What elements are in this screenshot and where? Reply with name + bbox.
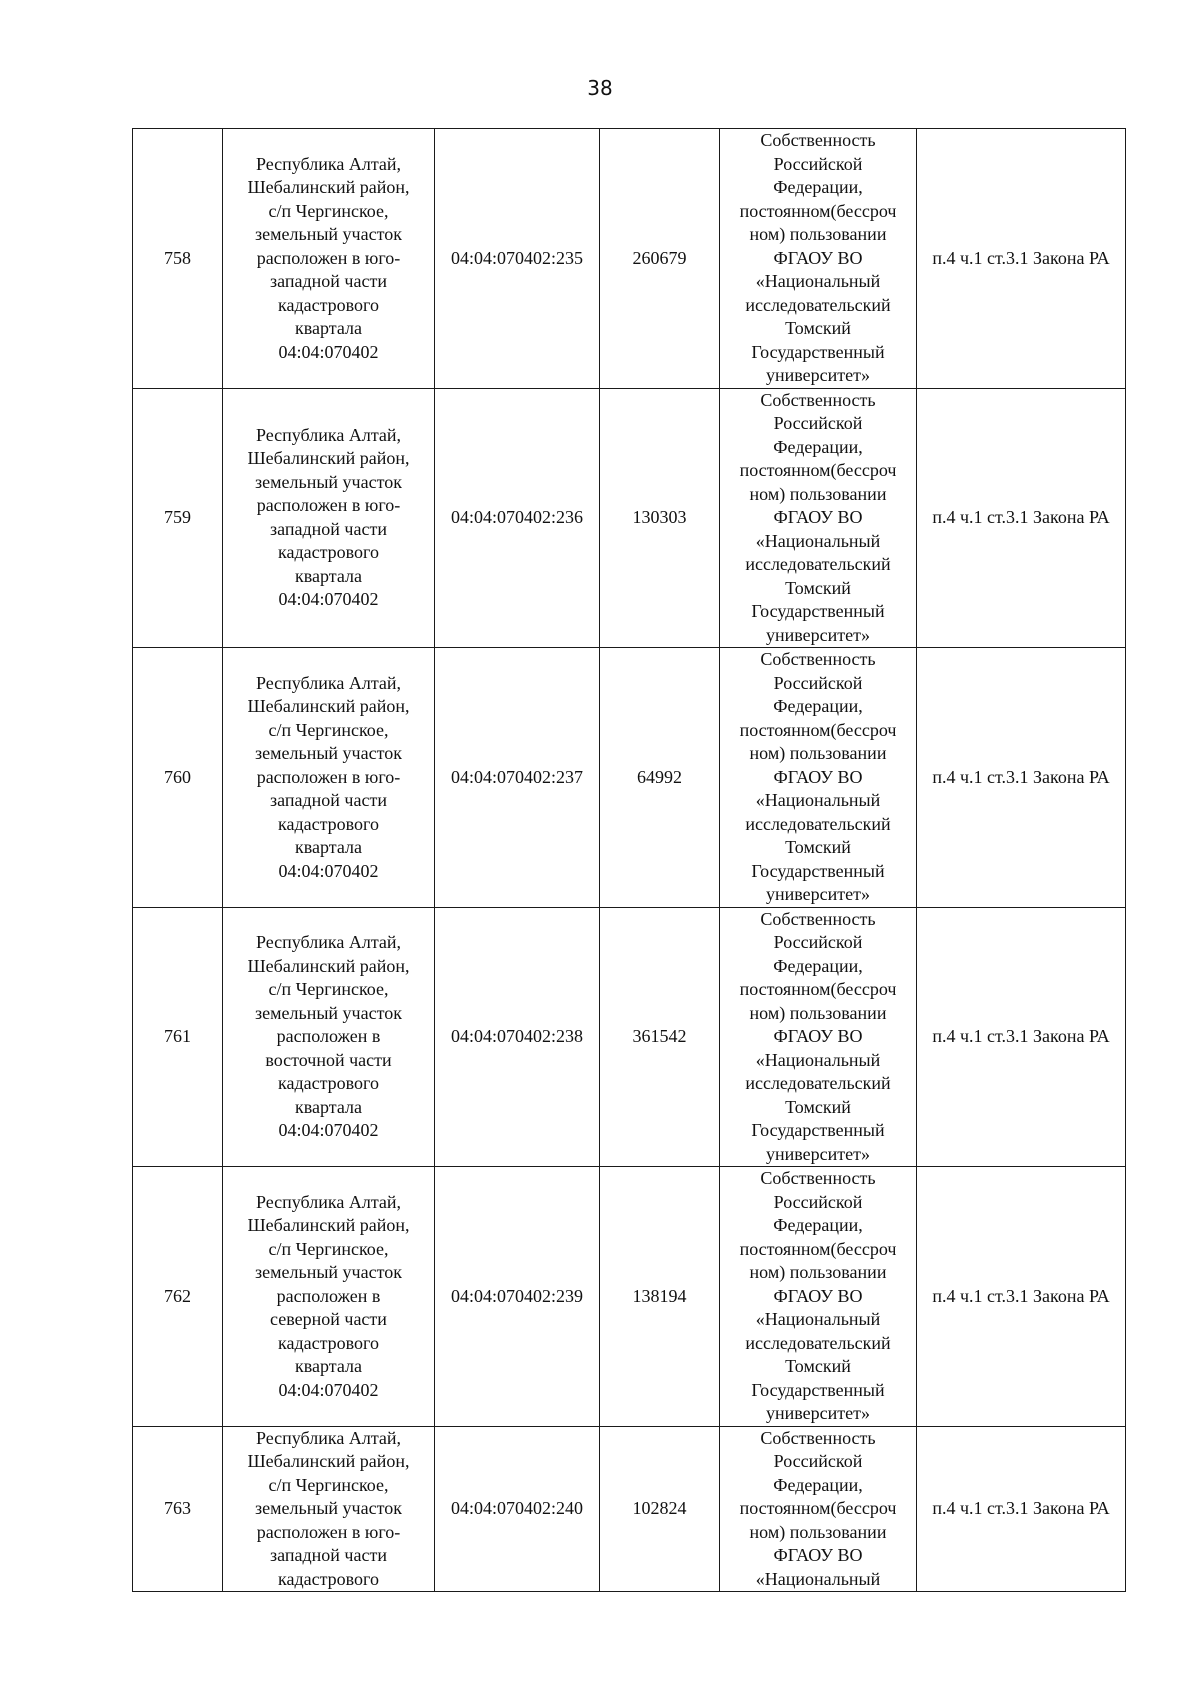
ownership-line: ФГАОУ ВО (773, 766, 863, 787)
address-line: Республика Алтай, (255, 932, 402, 952)
table-row (133, 1426, 1126, 1592)
address-line: Республика Алтай, (255, 424, 402, 445)
ownership-line: постоянном(бессроч (739, 200, 897, 221)
area-value: 361542 (632, 1026, 687, 1046)
ownership-line: Федерации, (773, 1474, 863, 1495)
ownership-cell (720, 907, 917, 1167)
address-cell (223, 1167, 435, 1427)
ownership-line: ФГАОУ ВО (773, 1285, 863, 1306)
area-value: 130303 (632, 507, 687, 527)
ownership-line: постоянном(бессроч (739, 719, 897, 740)
address-line: восточной части (265, 1049, 392, 1070)
address-line: Шебалинский район, (247, 955, 410, 976)
ownership-line: университет» (766, 884, 870, 904)
ownership-line: Российской (773, 672, 863, 693)
ownership-line: Федерации, (773, 955, 863, 976)
ownership-line: университет» (766, 624, 870, 645)
table-row (133, 129, 1126, 389)
address-line: западной части (270, 518, 387, 539)
address-line: Шебалинский район, (247, 177, 410, 197)
area-value: 102824 (632, 1498, 687, 1518)
address-line: Шебалинский район, (247, 1215, 410, 1235)
cadastral-number-cell (435, 1167, 600, 1427)
ownership-line: Федерации, (773, 177, 863, 197)
table-body (133, 129, 1126, 1592)
row-number: 761 (164, 1026, 191, 1046)
row-number: 760 (164, 766, 191, 787)
legal-basis-cell (917, 129, 1126, 389)
address-line: квартала (295, 565, 362, 586)
legal-basis-cell (917, 1426, 1126, 1592)
ownership-line: постоянном(бессроч (739, 1238, 897, 1259)
ownership-line: университет» (766, 1403, 870, 1423)
address-line: с/п Чергинское, (268, 200, 389, 221)
address-line: земельный участок (255, 1002, 402, 1023)
address-line: 04:04:070402 (278, 860, 379, 881)
cadastral-number-cell (435, 129, 600, 389)
ownership-line: исследовательский (745, 1073, 891, 1093)
legal-basis: п.4 ч.1 ст.3.1 Закона РА (932, 1026, 1110, 1046)
ownership-line: Российской (773, 1451, 863, 1471)
ownership-line: Томский (785, 318, 851, 338)
address-line: северной части (270, 1309, 387, 1329)
ownership-cell (720, 388, 917, 648)
cadastral-number-cell (435, 388, 600, 648)
ownership-cell (720, 1167, 917, 1427)
address-line: земельный участок (255, 1498, 402, 1518)
ownership-line: ном) пользовании (749, 743, 887, 763)
ownership-line: Федерации, (773, 436, 863, 457)
address-line: с/п Чергинское, (268, 1474, 389, 1495)
area-cell (600, 1167, 720, 1427)
legal-basis-cell (917, 388, 1126, 648)
address-line: Республика Алтай, (255, 1191, 402, 1212)
ownership-line: ФГАОУ ВО (773, 247, 863, 268)
address-line: с/п Чергинское, (268, 719, 389, 740)
ownership-line: «Национальный (755, 1309, 881, 1329)
cadastral-number: 04:04:070402:240 (450, 1498, 583, 1518)
ownership-line: Собственность (760, 908, 876, 929)
ownership-line: «Национальный (755, 271, 881, 291)
row-number: 763 (164, 1498, 191, 1518)
area-value: 138194 (632, 1285, 687, 1306)
address-line: земельный участок (255, 471, 402, 492)
area-value: 260679 (632, 247, 687, 268)
ownership-line: ном) пользовании (749, 483, 887, 504)
row-number-cell (133, 388, 223, 648)
address-cell (223, 648, 435, 908)
ownership-line: Собственность (760, 649, 876, 669)
table-row (133, 1167, 1126, 1427)
address-line: расположен в юго- (256, 766, 401, 787)
address-line: земельный участок (255, 743, 402, 763)
cadastral-number: 04:04:070402:239 (450, 1285, 583, 1306)
table-row (133, 907, 1126, 1167)
ownership-line: университет» (766, 365, 870, 385)
ownership-line: Собственность (760, 130, 876, 150)
address-line: 04:04:070402 (278, 341, 379, 362)
ownership-line: Собственность (760, 389, 876, 410)
ownership-line: Государственный (751, 860, 885, 881)
ownership-line: Томский (785, 1356, 851, 1376)
address-line: Республика Алтай, (255, 672, 402, 693)
row-number-cell (133, 907, 223, 1167)
legal-basis: п.4 ч.1 ст.3.1 Закона РА (932, 766, 1110, 787)
area-cell (600, 388, 720, 648)
ownership-line: ном) пользовании (749, 1262, 887, 1282)
area-cell (600, 907, 720, 1167)
cadastral-number-cell (435, 907, 600, 1167)
cadastral-number-cell (435, 648, 600, 908)
ownership-line: ном) пользовании (749, 1002, 887, 1023)
ownership-line: Томский (785, 837, 851, 857)
address-line: западной части (270, 271, 387, 291)
ownership-line: постоянном(бессроч (739, 979, 897, 999)
address-line: расположен в юго- (256, 495, 401, 516)
ownership-line: исследовательский (745, 554, 891, 574)
area-cell (600, 1426, 720, 1592)
cadastral-number: 04:04:070402:235 (450, 247, 583, 268)
ownership-line: Государственный (751, 601, 885, 621)
ownership-line: Российской (773, 153, 863, 174)
ownership-line: постоянном(бессроч (739, 460, 897, 480)
ownership-line: ФГАОУ ВО (773, 1026, 863, 1046)
address-line: земельный участок (255, 1262, 402, 1282)
address-cell (223, 1426, 435, 1592)
ownership-line: Федерации, (773, 696, 863, 716)
ownership-line: Томский (785, 1096, 851, 1117)
table-row (133, 648, 1126, 908)
ownership-line: Томский (785, 577, 851, 598)
address-line: 04:04:070402 (278, 1120, 379, 1140)
cadastral-number: 04:04:070402:237 (450, 766, 583, 787)
row-number-cell (133, 648, 223, 908)
address-line: Шебалинский район, (247, 696, 410, 716)
table-row (133, 388, 1126, 648)
address-line: кадастрового (278, 294, 379, 315)
address-cell (223, 388, 435, 648)
legal-basis: п.4 ч.1 ст.3.1 Закона РА (932, 1498, 1110, 1518)
ownership-line: Российской (773, 932, 863, 952)
cadastral-number: 04:04:070402:238 (450, 1026, 583, 1046)
legal-basis: п.4 ч.1 ст.3.1 Закона РА (932, 507, 1110, 527)
address-line: кадастрового (278, 1332, 379, 1353)
ownership-cell (720, 648, 917, 908)
ownership-line: Собственность (760, 1168, 876, 1188)
row-number: 759 (164, 507, 191, 527)
address-line: квартала (295, 1096, 362, 1117)
row-number-cell (133, 1167, 223, 1427)
address-line: 04:04:070402 (278, 589, 379, 610)
ownership-line: «Национальный (755, 790, 881, 810)
legal-basis-cell (917, 648, 1126, 908)
legal-basis: п.4 ч.1 ст.3.1 Закона РА (932, 247, 1110, 268)
ownership-line: ФГАОУ ВО (773, 507, 863, 527)
cadastral-number-cell (435, 1426, 600, 1592)
ownership-line: Российской (773, 413, 863, 433)
ownership-line: Федерации, (773, 1215, 863, 1235)
address-line: расположен в юго- (256, 1521, 401, 1542)
land-plot-table (132, 128, 1126, 1592)
area-value: 64992 (637, 766, 682, 787)
address-line: расположен в юго- (256, 247, 401, 268)
address-line: Республика Алтай, (255, 153, 402, 174)
legal-basis-cell (917, 907, 1126, 1167)
row-number-cell (133, 1426, 223, 1592)
address-line: с/п Чергинское, (268, 979, 389, 999)
address-cell (223, 129, 435, 389)
row-number: 762 (164, 1285, 191, 1306)
ownership-line: университет» (766, 1143, 870, 1164)
address-line: Шебалинский район, (247, 448, 410, 469)
address-line: расположен в (276, 1285, 381, 1306)
area-cell (600, 648, 720, 908)
address-line: земельный участок (255, 224, 402, 244)
address-line: кадастрового (278, 813, 379, 834)
area-cell (600, 129, 720, 389)
address-line: Республика Алтай, (255, 1427, 402, 1448)
address-line: кадастрового (278, 1073, 379, 1093)
ownership-line: Собственность (760, 1427, 876, 1448)
ownership-cell (720, 129, 917, 389)
ownership-line: постоянном(бессроч (739, 1498, 897, 1518)
ownership-line: Государственный (751, 341, 885, 362)
row-number: 758 (164, 247, 191, 268)
address-line: кадастрового (278, 1568, 379, 1589)
ownership-line: исследовательский (745, 1332, 891, 1353)
ownership-line: Государственный (751, 1120, 885, 1140)
address-line: расположен в (276, 1026, 381, 1046)
ownership-line: исследовательский (745, 294, 891, 315)
legal-basis-cell (917, 1167, 1126, 1427)
ownership-line: «Национальный (755, 1049, 881, 1070)
legal-basis: п.4 ч.1 ст.3.1 Закона РА (932, 1285, 1110, 1306)
ownership-line: ном) пользовании (749, 1521, 887, 1542)
address-line: Шебалинский район, (247, 1451, 410, 1471)
ownership-line: исследовательский (745, 813, 891, 834)
ownership-line: Государственный (751, 1379, 885, 1400)
address-cell (223, 907, 435, 1167)
ownership-line: ном) пользовании (749, 224, 887, 244)
address-line: квартала (295, 1356, 362, 1376)
ownership-line: «Национальный (755, 530, 881, 551)
address-line: квартала (295, 318, 362, 338)
ownership-line: «Национальный (755, 1568, 881, 1589)
address-line: кадастрового (278, 542, 379, 563)
cadastral-number: 04:04:070402:236 (450, 507, 583, 527)
address-line: квартала (295, 837, 362, 857)
address-line: западной части (270, 790, 387, 810)
row-number-cell (133, 129, 223, 389)
address-line: западной части (270, 1545, 387, 1565)
ownership-line: ФГАОУ ВО (773, 1545, 863, 1565)
page-number: 38 (587, 76, 613, 100)
address-line: 04:04:070402 (278, 1379, 379, 1400)
ownership-line: Российской (773, 1191, 863, 1212)
ownership-cell (720, 1426, 917, 1592)
address-line: с/п Чергинское, (268, 1238, 389, 1259)
